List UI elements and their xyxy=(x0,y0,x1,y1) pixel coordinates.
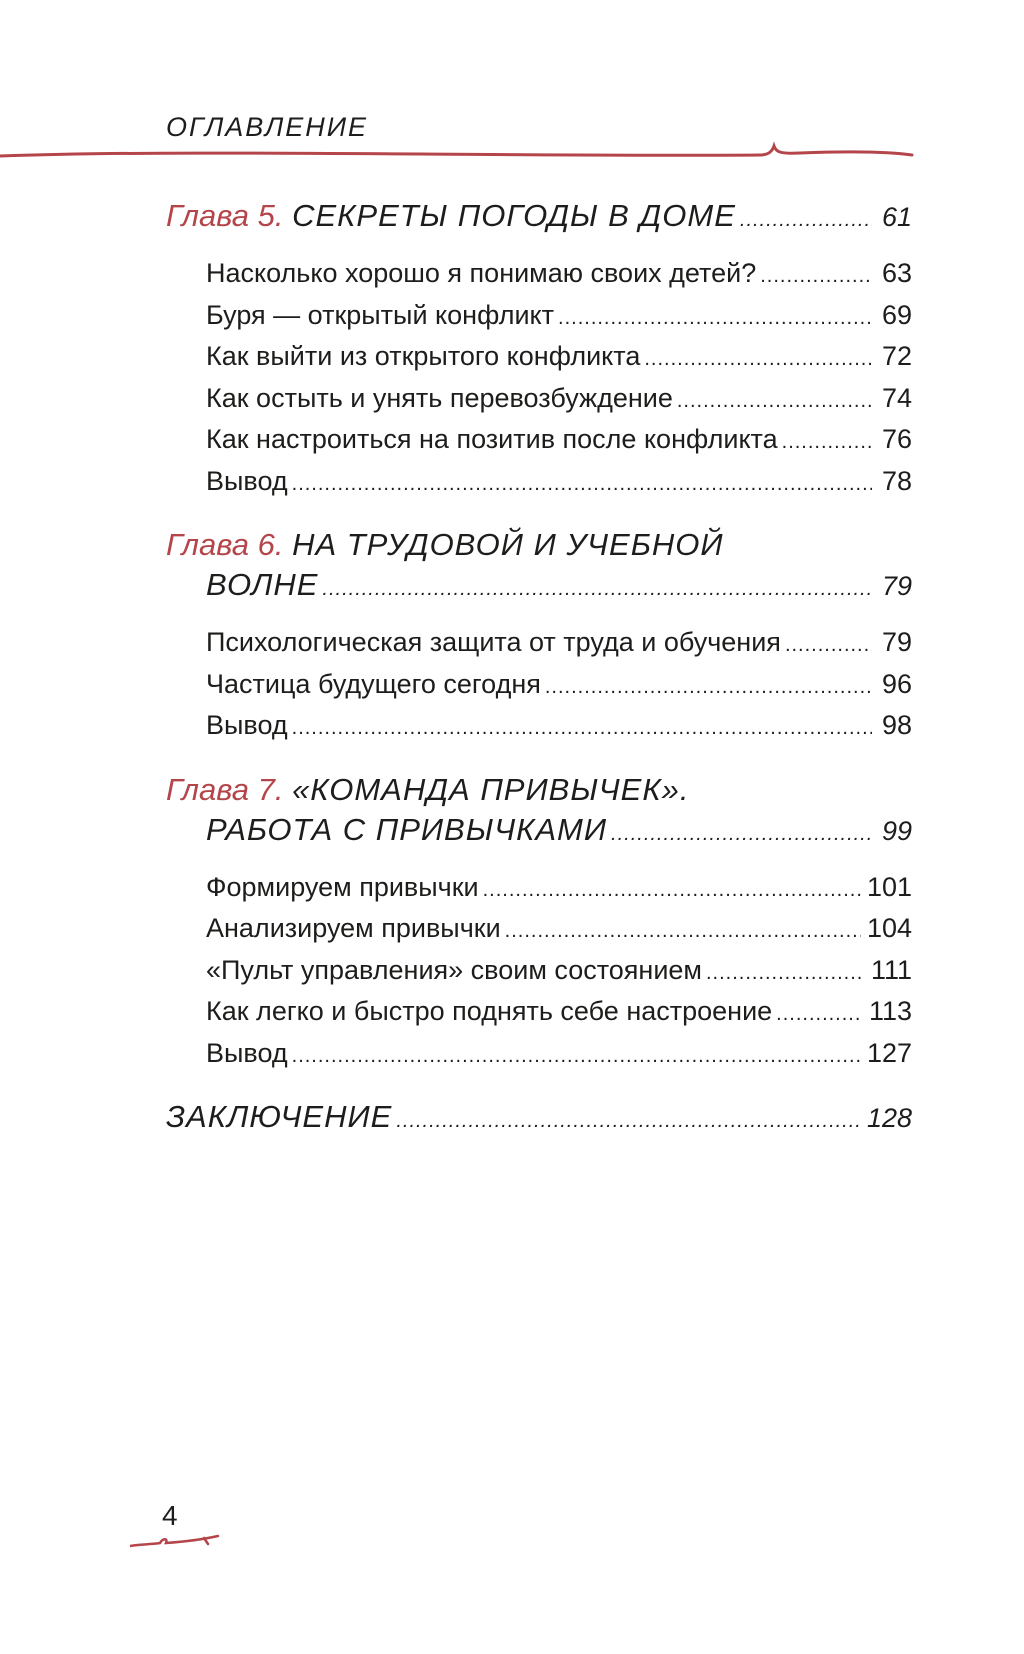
section-title: Как выйти из открытого конфликта xyxy=(206,341,641,371)
toc-section[interactable] xyxy=(166,706,912,748)
chapter-title-line-1: «КОМАНДА ПРИВЫЧЕК». xyxy=(292,771,690,807)
dot-leader xyxy=(292,1037,861,1076)
section-title: Вывод xyxy=(206,465,288,496)
toc-section[interactable] xyxy=(166,420,912,462)
dot-leader xyxy=(558,299,872,338)
toc-section[interactable] xyxy=(166,909,912,951)
chapter-title: СЕКРЕТЫ ПОГОДЫ В ДОМЕ xyxy=(292,198,736,233)
section-title: Насколько хорошо я понимаю своих детей? xyxy=(206,258,757,288)
page-number: 76 xyxy=(881,424,912,454)
dot-leader xyxy=(322,569,872,609)
chapter-label: Глава 5. xyxy=(166,198,284,233)
section-title: «Пульт управления» своим состоянием xyxy=(206,954,702,985)
dot-leader xyxy=(505,912,861,951)
dot-leader xyxy=(785,626,872,665)
page-number: 69 xyxy=(881,299,912,330)
page-number: 79 xyxy=(881,627,912,657)
page-number: 113 xyxy=(868,996,912,1026)
page-number: 104 xyxy=(866,913,912,943)
toc-section[interactable] xyxy=(166,1034,912,1076)
toc-chapter-7[interactable] xyxy=(166,810,912,854)
page-number: 101 xyxy=(866,871,912,902)
chapter-label: Глава 6. xyxy=(166,527,284,562)
page-number: 63 xyxy=(881,258,912,288)
page-number: 96 xyxy=(881,668,912,699)
dot-leader xyxy=(292,465,872,504)
table-of-contents xyxy=(166,196,912,1141)
dot-leader xyxy=(545,668,872,707)
section-title: Как легко и быстро поднять себе настроение xyxy=(206,996,773,1026)
dot-leader xyxy=(644,340,872,379)
toc-chapter-7-heading[interactable] xyxy=(166,770,912,810)
toc-section[interactable] xyxy=(166,992,912,1034)
dot-leader xyxy=(292,709,872,748)
dot-leader xyxy=(706,954,865,993)
page-header-title: ОГЛАВЛЕНИЕ xyxy=(166,112,369,142)
dot-leader xyxy=(776,995,863,1034)
toc-conclusion[interactable] xyxy=(166,1097,912,1141)
dot-leader xyxy=(782,423,872,462)
section-title: Вывод xyxy=(206,1037,288,1068)
chapter-title-line-1: НА ТРУДОВОЙ И УЧЕБНОЙ xyxy=(292,527,724,562)
chapter-title-line-2: РАБОТА С ПРИВЫЧКАМИ xyxy=(206,811,608,847)
dot-leader xyxy=(483,871,861,910)
toc-chapter-5[interactable] xyxy=(166,196,912,240)
toc-section[interactable] xyxy=(166,462,912,504)
page-number: 99 xyxy=(881,815,912,846)
toc-section[interactable] xyxy=(166,337,912,379)
chapter-label: Глава 7. xyxy=(166,771,284,807)
toc-chapter-6[interactable] xyxy=(166,565,912,609)
page-number: 72 xyxy=(881,341,912,371)
toc-section[interactable] xyxy=(166,296,912,338)
chapter-title-line-2: ВОЛНЕ xyxy=(206,567,319,602)
section-title: Как настроиться на позитив после конфликта xyxy=(206,424,778,454)
toc-section[interactable] xyxy=(166,623,912,665)
section-title: Анализируем привычки xyxy=(206,913,501,943)
section-title: Вывод xyxy=(206,710,288,740)
page-number: 128 xyxy=(866,1103,912,1133)
header-rule-divider xyxy=(0,140,920,170)
toc-section[interactable] xyxy=(166,254,912,296)
section-title: Частица будущего сегодня xyxy=(206,668,541,699)
toc-chapter-6-heading[interactable] xyxy=(166,525,912,565)
section-title: Как остыть и унять перевозбуждение xyxy=(206,382,673,413)
footer-rule-decoration xyxy=(130,1530,220,1552)
toc-section[interactable] xyxy=(166,951,912,993)
page-number: 61 xyxy=(881,202,912,232)
chapter-heading xyxy=(166,196,736,236)
dot-leader xyxy=(740,200,872,240)
section-title: Психологическая защита от труда и обучения xyxy=(206,627,781,657)
dot-leader xyxy=(611,814,872,854)
conclusion-title: ЗАКЛЮЧЕНИЕ xyxy=(166,1099,393,1134)
section-title: Буря — открытый конфликт xyxy=(206,299,555,330)
page-number: 79 xyxy=(881,571,912,601)
page-number: 74 xyxy=(881,382,912,413)
section-title: Формируем привычки xyxy=(206,871,479,902)
footer-page-number: 4 xyxy=(162,1500,178,1531)
page-number: 111 xyxy=(870,954,912,985)
toc-section[interactable] xyxy=(166,665,912,707)
page-number: 127 xyxy=(866,1037,912,1068)
dot-leader xyxy=(760,257,872,296)
page-number: 78 xyxy=(881,465,912,496)
dot-leader xyxy=(396,1101,861,1141)
toc-section[interactable] xyxy=(166,379,912,421)
page-number: 98 xyxy=(881,710,912,740)
toc-section[interactable] xyxy=(166,868,912,910)
dot-leader xyxy=(677,382,872,421)
